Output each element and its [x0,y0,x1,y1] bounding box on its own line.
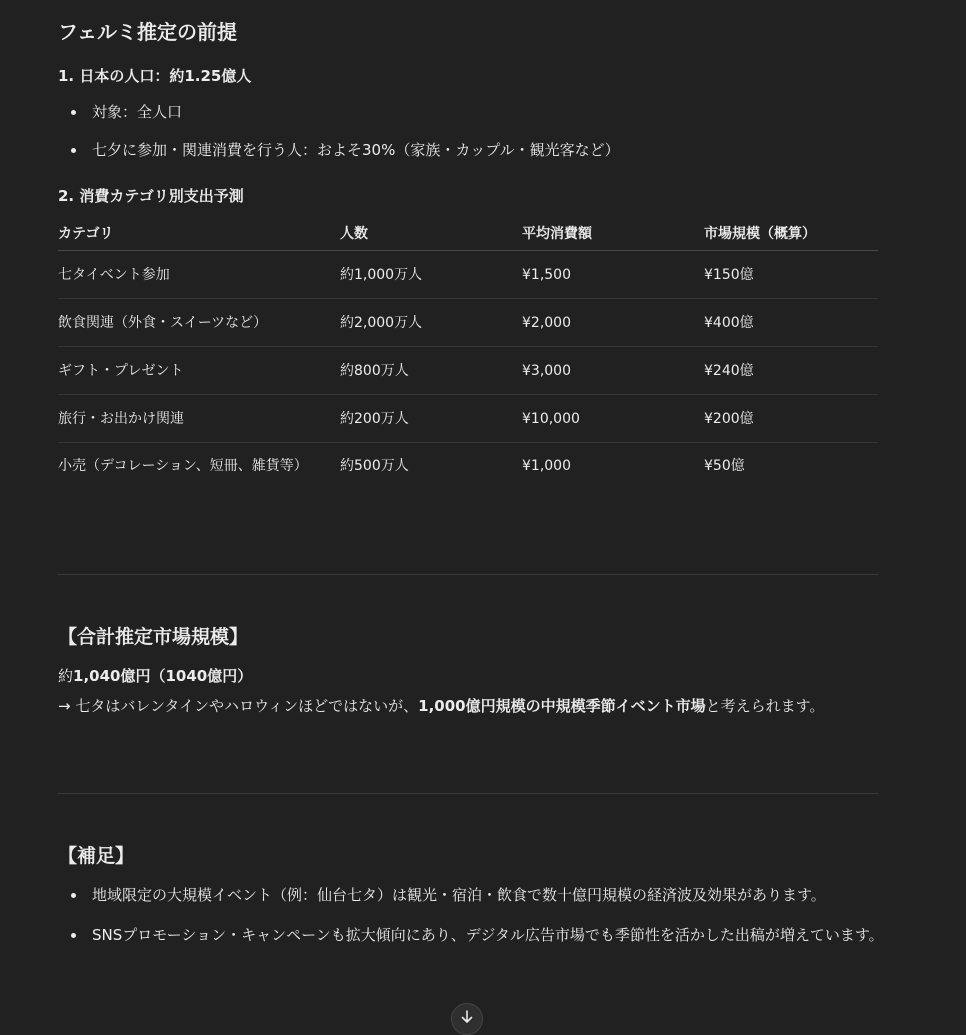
supplement-heading: 【補足】 [58,845,135,867]
scroll-to-bottom-button[interactable] [451,1003,483,1035]
list-item: 対象：全人口 [58,97,888,127]
cell-category: 飲食関連（外食・スイーツなど） [58,299,340,347]
cell-category: 小売（デコレーション、短冊、雑貨等） [58,458,308,474]
cell-people: 約500万人 [340,458,409,474]
table-row [58,443,878,511]
cell-people: 約200万人 [340,395,522,443]
cell-market-size: ¥240億 [704,347,878,395]
total-note [58,691,888,721]
total-value-prefix: 約 [58,667,74,685]
spending-heading: 2. 消費カテゴリ別支出予測 [58,187,244,205]
list-item: 地域限定の大規模イベント（例：仙台七タ）は観光・宿泊・飲食で数十億円規模の経済波及効果があります。 [58,880,888,910]
cell-market-size: ¥400億 [704,299,878,347]
header-avg-spend: 平均消費額 [522,216,704,251]
cell-category: 旅行・お出かけ関連 [58,395,340,443]
cell-market-size: ¥50億 [704,458,745,474]
total-value [58,661,888,691]
cell-avg-spend: ¥1,500 [522,251,704,299]
cell-category: ギフト・プレゼント [58,347,340,395]
list-item: SNSプロモーション・キャンペーンも拡大傾向にあり、デジタル広告市場でも季節性を活かした出稿が増えています。 [58,920,888,950]
arrow-down-icon [460,1010,474,1024]
cell-avg-spend: ¥1,000 [522,458,571,474]
cell-avg-spend: ¥10,000 [522,395,704,443]
cell-market-size: ¥150億 [704,251,878,299]
list-item: 七夕に参加・関連消費を行う人：およそ30%（家族・カップル・観光客など） [58,135,888,165]
section-title: フェルミ推定の前提 [58,20,237,44]
table-row [58,251,878,299]
cell-people: 約2,000万人 [340,299,522,347]
total-note-bold: 1,000億円規模の中規模季節イベント市場 [418,697,706,715]
population-heading: 1. 日本の人口：約1.25億人 [58,67,252,85]
table-header-row [58,216,878,251]
population-list [58,97,888,165]
total-note-suffix: と考えられます。 [705,697,825,715]
cell-avg-spend: ¥3,000 [522,347,704,395]
spending-table [58,216,878,510]
header-people: 人数 [340,216,522,251]
divider [58,574,878,575]
total-note-prefix: → 七タはバレンタインやハロウィンほどではないが、 [58,697,419,715]
total-block [58,661,888,721]
total-value-amount: 1,040億円（1040億円） [73,667,253,685]
total-heading: 【合計推定市場規模】 [58,626,249,648]
table-row [58,395,878,443]
cell-market-size: ¥200億 [704,395,878,443]
cell-people: 約800万人 [340,347,522,395]
table-row [58,299,878,347]
header-market-size: 市場規模（概算） [704,216,878,251]
supplement-list [58,880,888,950]
cell-avg-spend: ¥2,000 [522,299,704,347]
table-row [58,347,878,395]
cell-people: 約1,000万人 [340,251,522,299]
header-category: カテゴリ [58,216,340,251]
cell-category: 七タイベント参加 [58,251,340,299]
divider [58,793,878,794]
